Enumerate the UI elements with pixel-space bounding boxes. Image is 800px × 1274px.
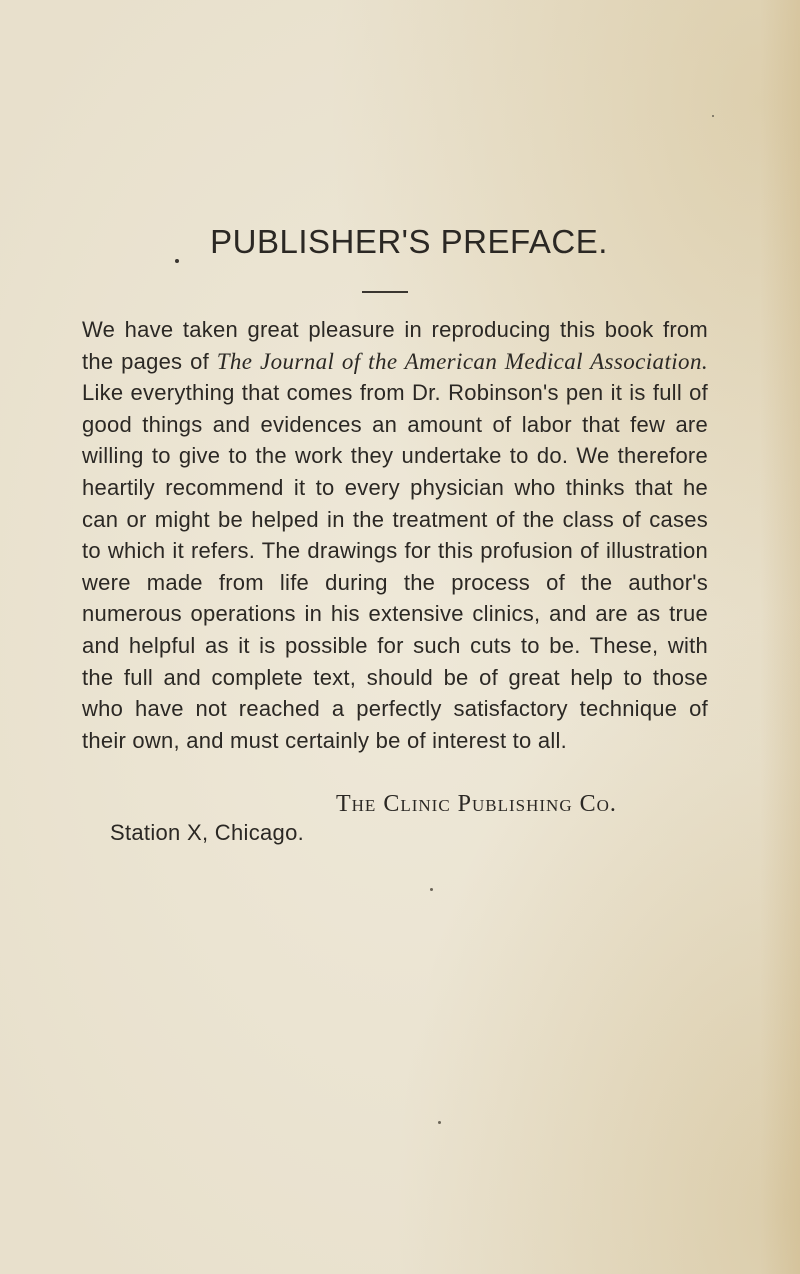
paper-speck — [438, 1121, 441, 1124]
page-title: PUBLISHER'S PREFACE. — [210, 223, 608, 260]
publisher-location: Station X, Chicago. — [110, 820, 305, 845]
publisher-signature: The Clinic Publishing Co. — [336, 791, 617, 817]
paragraph-text-rest: Like everything that comes from Dr. Robinson's pen it is full of good things and evidences an amount of labor that few are willing to give to the work they undertake to do. We therefore heartily recommend it to every physician who thinks that he can or might be helped in the treatment of the class of cases to which it refers. The drawings for this profusion of illustration were made from life during the process of the author's numerous operations in his extensive clinics, and are as true and helpful as it is possible for such cuts to be. These, with the full and complete text, should be of great help to those who have not reached a perfectly satisfactory technique of their own, and must certainly be of interest to all. — [82, 380, 708, 753]
journal-title: The Journal of the American Medical Association. — [216, 348, 708, 374]
paper-speck — [430, 888, 433, 891]
preface-paragraph — [82, 314, 708, 756]
page-edge-stain — [760, 0, 800, 1274]
paper-speck — [712, 115, 714, 117]
paragraph-text-start: We have taken great pleasure in reproducing this book from the pages of — [82, 317, 708, 374]
title-rule — [362, 291, 408, 293]
